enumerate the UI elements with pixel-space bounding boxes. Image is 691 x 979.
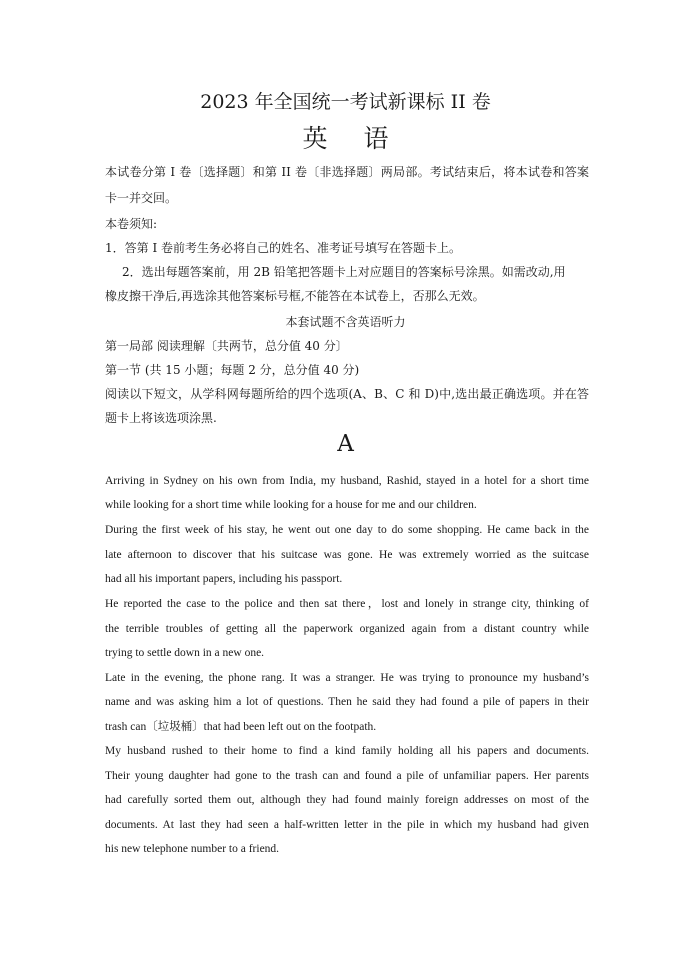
passage-line: trash can〔垃圾桶〕that had been left out on the footpath. bbox=[105, 721, 377, 733]
passage-line: had all his important papers, including his passport. bbox=[105, 573, 343, 585]
no-listening-note: 本套试题不含英语听力 bbox=[285, 315, 406, 329]
instructions-line-2: 题卡上将该选项涂黑. bbox=[105, 411, 217, 425]
exam-title: 2023 年全国统一考试新课标 II 卷 bbox=[200, 91, 491, 113]
notice-heading: 本卷须知: bbox=[105, 217, 158, 231]
note-2-line-1: 2．选出每题答案前，用 2B 铅笔把答题卡上对应题目的答案标号涂黑。如需改动,用 bbox=[122, 265, 566, 279]
intro-line-2: 卡一并交回。 bbox=[105, 191, 178, 205]
passage-line: During the first week of his stay, he went out one day to do some shopping. He came back in the bbox=[105, 524, 589, 536]
note-2-line-2: 橡皮擦干净后,再选涂其他答案标号框,不能答在本试卷上，否那么无效。 bbox=[105, 289, 485, 303]
passage-line: Their young daughter had gone to the trash can and found a pile of unfamiliar papers. Her parents bbox=[105, 770, 589, 782]
passage-line: Late in the evening, the phone rang. It was a stranger. He was trying to pronounce my husband’s bbox=[105, 672, 589, 684]
passage-line: the terrible troubles of getting all the paperwork organized again from a distant country while bbox=[105, 623, 589, 635]
passage-line: documents. At last they had seen a half-written letter in the pile in which my husband had given bbox=[105, 819, 589, 831]
passage-line: his new telephone number to a friend. bbox=[105, 843, 280, 855]
passage-line: while looking for a short time while looking for a house for me and our children. bbox=[105, 499, 477, 511]
part1-heading: 第一局部 阅读理解〔共两节，总分值 40 分〕 bbox=[105, 339, 348, 353]
note-1: 1．答第 I 卷前考生务必将自己的姓名、准考证号填写在答题卡上。 bbox=[105, 241, 462, 255]
passage-line: trying to settle down in a new one. bbox=[105, 647, 265, 659]
instructions-line-1: 阅读以下短文，从学科网每题所给的四个选项(A、B、C 和 D)中,选出最正确选项。并在答 bbox=[105, 387, 589, 401]
intro-line-1: 本试卷分第 I 卷〔选择题〕和第 II 卷〔非选择题〕两局部。考试结束后，将本试卷和答案 bbox=[105, 165, 589, 179]
passage-letter: A bbox=[337, 431, 354, 457]
passage-line: He reported the case to the police and then sat there，lost and lonely in strange city, thinking of bbox=[105, 598, 589, 610]
passage-line: late afternoon to discover that his suitcase was gone. He was extremely worried as the suitcase bbox=[105, 549, 589, 561]
passage-line: had carefully sorted them out, although they had found mainly foreign addresses on most of the bbox=[105, 794, 589, 806]
passage-line: Arriving in Sydney on his own from India, my husband, Rashid, stayed in a hotel for a short time bbox=[105, 475, 589, 487]
section1-heading: 第一节 (共 15 小题；每题 2 分，总分值 40 分) bbox=[105, 363, 360, 377]
passage-line: My husband rushed to their home to find a kind family holding all his papers and documents. bbox=[105, 745, 589, 757]
passage-line: name and was asking him a lot of questions. Then he said they had found a pile of papers in their bbox=[105, 696, 589, 708]
subject-title: 英 语 bbox=[302, 124, 403, 153]
